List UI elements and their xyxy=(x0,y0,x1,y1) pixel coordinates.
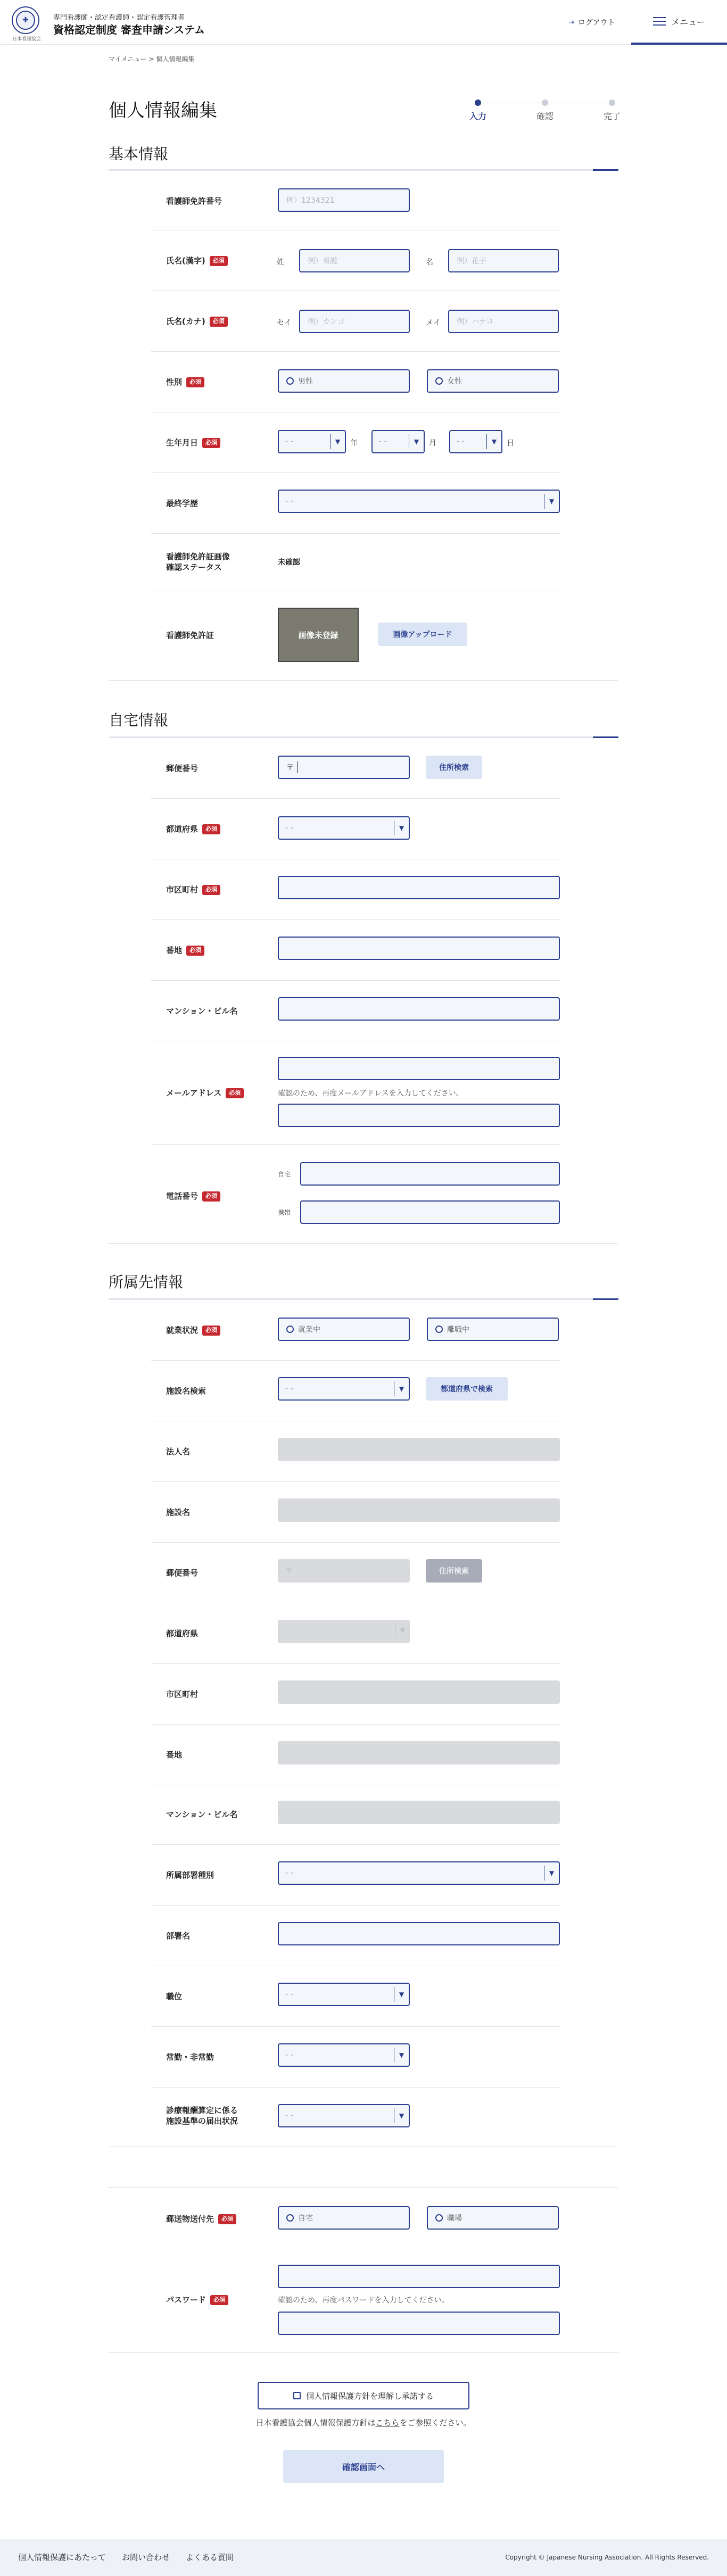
home-building-input[interactable] xyxy=(278,997,560,1021)
birth-month-select[interactable]: - - ▼ xyxy=(371,430,425,453)
row-divider xyxy=(151,2026,560,2027)
footer-link-privacy[interactable]: 個人情報保護にあたって xyxy=(18,2553,106,2562)
section-top-divider xyxy=(109,2187,618,2188)
affiliation-city-input xyxy=(278,1680,560,1704)
affiliation-building-label: マンション・ビル名 xyxy=(166,1810,238,1819)
required-badge: 必須 xyxy=(226,1088,244,1098)
required-badge: 必須 xyxy=(202,1191,220,1202)
footer xyxy=(0,2539,727,2576)
copyright: Copyright © Japanese Nursing Association. All Rights Reserved. xyxy=(505,2554,709,2561)
fulltime-select[interactable]: - - ▼ xyxy=(278,2043,410,2067)
mei-kana-input[interactable]: 例）ハナコ xyxy=(448,310,559,333)
required-badge: 必須 xyxy=(202,1326,220,1336)
gender-female-radio[interactable]: 女性 xyxy=(427,369,559,393)
phone-label: 電話番号 必須 xyxy=(166,1191,220,1202)
employment-label: 就業状況 必須 xyxy=(166,1325,220,1336)
facility-prefecture-select[interactable]: - - ▼ xyxy=(278,1377,410,1401)
radio-circle-icon xyxy=(435,2214,443,2222)
affiliation-street-label: 番地 xyxy=(166,1750,183,1760)
license-number-input[interactable]: 例）1234321 xyxy=(278,188,410,212)
stepper xyxy=(468,95,628,121)
section-end-divider xyxy=(109,1243,618,1244)
caret-down-icon: ▼ xyxy=(486,434,501,449)
fulltime-label: 常勤・非常勤 xyxy=(166,2052,214,2062)
breadcrumb xyxy=(109,54,194,63)
phone-mobile-input[interactable] xyxy=(300,1200,560,1224)
education-select[interactable]: - - ▼ xyxy=(278,490,560,513)
confirm-button[interactable]: 確認画面へ xyxy=(283,2450,444,2483)
home-prefecture-select[interactable]: - - ▼ xyxy=(278,816,410,840)
day-label: 日 xyxy=(507,439,514,448)
birthdate-label: 生年月日 必須 xyxy=(166,437,220,448)
phone-home-input[interactable] xyxy=(300,1162,560,1186)
row-divider xyxy=(151,1663,560,1664)
caret-down-icon: ▼ xyxy=(394,2048,409,2063)
row-divider xyxy=(151,1844,560,1845)
prefecture-search-button[interactable]: 都道府県で検索 xyxy=(426,1377,508,1401)
required-badge: 必須 xyxy=(202,438,220,448)
password-input[interactable] xyxy=(278,2265,560,2288)
hamburger-icon xyxy=(653,17,666,26)
image-status-label: 看護師免許証画像 確認ステータス xyxy=(166,552,230,573)
privacy-consent-label: 個人情報保護方針を理解し承諾する xyxy=(305,2391,434,2401)
resigned-radio[interactable]: 離職中 xyxy=(427,1318,559,1341)
footer-links xyxy=(18,2552,234,2563)
caret-down-icon: ▼ xyxy=(544,494,559,509)
stepper-label-input: 入力 xyxy=(469,111,486,121)
mail-home-radio[interactable]: 自宅 xyxy=(278,2206,410,2230)
section-end-divider xyxy=(109,680,618,681)
required-badge: 必須 xyxy=(210,317,228,327)
stepper-dot-complete xyxy=(609,100,615,106)
row-divider xyxy=(151,1360,560,1361)
image-upload-button[interactable]: 画像アップロード xyxy=(378,623,467,646)
mei-label: 名 xyxy=(426,258,433,267)
privacy-policy-link[interactable]: こちら xyxy=(375,2418,400,2428)
department-type-label: 所属部署種別 xyxy=(166,1870,214,1880)
affiliation-address-search-button: 住所検索 xyxy=(426,1559,482,1583)
phone-home-label: 自宅 xyxy=(278,1171,291,1178)
affiliation-city-label: 市区町村 xyxy=(166,1689,199,1699)
radio-circle-icon xyxy=(286,2214,294,2222)
stepper-label-complete: 完了 xyxy=(603,111,621,121)
breadcrumb-separator: > xyxy=(146,55,156,63)
sei-label: 姓 xyxy=(277,258,284,267)
site-title: 資格認定制度 審査申請システム xyxy=(53,23,205,36)
sei-input[interactable]: 例）看護 xyxy=(299,249,410,272)
caret-down-icon: ▼ xyxy=(330,434,345,449)
department-name-input[interactable] xyxy=(278,1922,560,1945)
site-title-top: 専門看護師・認定看護師・認定看護管理者 xyxy=(53,14,185,22)
logo-emblem-icon: ✚ xyxy=(16,11,35,30)
required-badge: 必須 xyxy=(210,256,228,266)
checkbox-icon xyxy=(293,2392,301,2399)
stepper-dot-confirm xyxy=(542,100,548,106)
section-title-basic: 基本情報 xyxy=(109,145,169,163)
caret-down-icon: ▼ xyxy=(394,1381,409,1396)
row-divider xyxy=(151,1144,560,1145)
facility-input xyxy=(278,1498,560,1522)
education-label: 最終学歴 xyxy=(166,499,199,508)
license-image-preview: 画像未登録 xyxy=(278,608,359,662)
home-postal-input[interactable]: 〒 xyxy=(278,756,410,779)
fee-status-select[interactable]: - - ▼ xyxy=(278,2104,410,2127)
mei-kana-label: メイ xyxy=(426,319,441,327)
header xyxy=(0,0,727,45)
birth-year-select[interactable]: - - ▼ xyxy=(278,430,346,453)
affiliation-prefecture-select: - - ▼ xyxy=(278,1620,410,1643)
license-image-label: 看護師免許証 xyxy=(166,631,214,640)
affiliation-street-input xyxy=(278,1741,560,1765)
breadcrumb-current: 個人情報編集 xyxy=(156,55,195,63)
stepper-label-confirm: 確認 xyxy=(536,111,553,121)
privacy-policy-note: 日本看護協会個人情報保護方針はこちらをご参照ください。 xyxy=(255,2418,472,2428)
caret-down-icon: ▼ xyxy=(394,1987,409,2002)
section-rule-home xyxy=(109,736,618,738)
home-building-label: マンション・ビル名 xyxy=(166,1006,238,1016)
required-badge: 必須 xyxy=(202,885,220,895)
email-label: メールアドレス 必須 xyxy=(166,1088,244,1098)
gender-male-radio[interactable]: 男性 xyxy=(278,369,410,393)
name-kana-label: 氏名(カナ) 必須 xyxy=(166,316,228,327)
row-divider xyxy=(151,980,560,981)
email-confirm-input[interactable] xyxy=(278,1104,560,1127)
stepper-dot-input xyxy=(475,100,481,106)
password-confirm-hint: 確認のため、再度パスワードを入力してください。 xyxy=(278,2296,449,2305)
footer-link-contact[interactable]: お問い合わせ xyxy=(122,2553,170,2562)
page-title: 個人情報編集 xyxy=(109,100,217,121)
month-label: 月 xyxy=(429,439,436,448)
caret-down-icon: ▼ xyxy=(394,2108,409,2123)
required-badge: 必須 xyxy=(202,824,220,834)
logout-icon: ⇥ xyxy=(568,18,575,27)
position-label: 職位 xyxy=(166,1992,183,2001)
home-city-label: 市区町村 必須 xyxy=(166,884,220,895)
section-end-divider xyxy=(109,2352,618,2353)
radio-circle-icon xyxy=(286,1326,294,1333)
mail-destination-label: 郵送物送付先 必須 xyxy=(166,2214,236,2224)
caret-down-icon: ▼ xyxy=(395,1623,410,1638)
row-divider xyxy=(151,1542,560,1543)
section-rule-affiliation xyxy=(109,1298,618,1300)
sei-kana-label: セイ xyxy=(277,319,292,327)
section-title-home: 自宅情報 xyxy=(109,711,169,729)
affiliation-postal-input: 〒 xyxy=(278,1559,410,1583)
position-select[interactable]: - - ▼ xyxy=(278,1983,410,2006)
email-confirm-hint: 確認のため、再度メールアドレスを入力してください。 xyxy=(278,1089,464,1098)
year-label: 年 xyxy=(350,439,358,448)
row-divider xyxy=(151,533,560,534)
logo-caption: 日本看護協会 xyxy=(12,37,41,42)
license-number-label: 看護師免許番号 xyxy=(166,196,222,206)
affiliation-building-input xyxy=(278,1801,560,1824)
birth-day-select[interactable]: - - ▼ xyxy=(449,430,502,453)
radio-circle-icon xyxy=(435,377,443,385)
password-confirm-input[interactable] xyxy=(278,2312,560,2335)
logout-label: ログアウト xyxy=(577,19,615,27)
gender-label: 性別 必須 xyxy=(166,377,204,387)
logo[interactable] xyxy=(12,6,39,34)
privacy-consent-checkbox[interactable] xyxy=(258,2382,469,2409)
mei-input[interactable]: 例）花子 xyxy=(448,249,559,272)
menu-button[interactable] xyxy=(631,0,727,45)
row-divider xyxy=(151,1481,560,1482)
home-street-label: 番地 必須 xyxy=(166,945,204,956)
logout-link[interactable] xyxy=(568,17,615,28)
radio-circle-icon xyxy=(286,377,294,385)
caret-down-icon: ▼ xyxy=(394,821,409,835)
row-divider xyxy=(151,2087,560,2088)
facility-label: 施設名 xyxy=(166,1508,191,1517)
required-badge: 必須 xyxy=(186,946,204,956)
facility-search-label: 施設名検索 xyxy=(166,1386,206,1396)
section-rule-basic xyxy=(109,169,618,171)
row-divider xyxy=(151,1905,560,1906)
affiliation-prefecture-label: 都道府県 xyxy=(166,1629,199,1638)
menu-label: メニュー xyxy=(671,16,705,27)
home-address-search-button[interactable]: 住所検索 xyxy=(426,756,482,779)
required-badge: 必須 xyxy=(218,2214,236,2224)
required-badge: 必須 xyxy=(186,377,204,387)
row-divider xyxy=(151,1724,560,1725)
sei-kana-input[interactable]: 例）カンゴ xyxy=(299,310,410,333)
department-name-label: 部署名 xyxy=(166,1931,191,1941)
image-status-value: 未確認 xyxy=(278,558,300,567)
row-divider xyxy=(151,351,560,352)
home-street-input[interactable] xyxy=(278,937,560,960)
employed-radio[interactable]: 就業中 xyxy=(278,1318,410,1341)
phone-mobile-label: 携帯 xyxy=(278,1209,291,1216)
footer-link-faq[interactable]: よくある質問 xyxy=(186,2553,234,2562)
mail-work-radio[interactable]: 職場 xyxy=(427,2206,559,2230)
name-kanji-label: 氏名(漢字) 必須 xyxy=(166,255,228,266)
caret-down-icon: ▼ xyxy=(544,1866,559,1881)
fee-status-label: 診療報酬算定に係る 施設基準の届出状況 xyxy=(166,2106,238,2126)
breadcrumb-home[interactable]: マイメニュー xyxy=(109,55,147,63)
section-title-affiliation: 所属先情報 xyxy=(109,1273,184,1291)
home-postal-label: 郵便番号 xyxy=(166,764,199,773)
corporation-input xyxy=(278,1438,560,1461)
required-badge: 必須 xyxy=(210,2295,228,2305)
corporation-label: 法人名 xyxy=(166,1447,191,1456)
department-type-select[interactable]: - - ▼ xyxy=(278,1861,560,1885)
row-divider xyxy=(151,798,560,799)
affiliation-postal-label: 郵便番号 xyxy=(166,1568,199,1578)
email-input[interactable] xyxy=(278,1057,560,1080)
caret-down-icon: ▼ xyxy=(409,434,424,449)
radio-circle-icon xyxy=(435,1326,443,1333)
home-prefecture-label: 都道府県 必須 xyxy=(166,824,220,834)
home-city-input[interactable] xyxy=(278,876,560,899)
password-label: パスワード 必須 xyxy=(166,2295,228,2305)
